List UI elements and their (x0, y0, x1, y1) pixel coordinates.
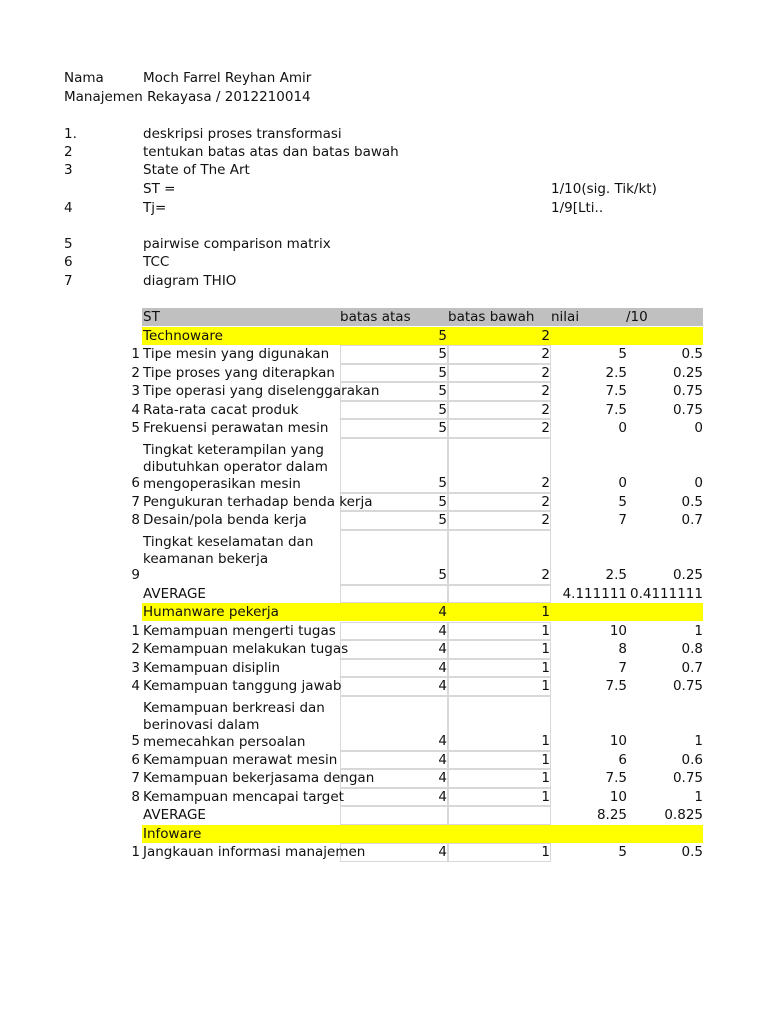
row-number: 5 (131, 733, 140, 749)
batas-atas-value: 4 (438, 788, 447, 805)
batas-bawah-value: 1 (541, 770, 550, 786)
task-number: 6 (64, 254, 73, 270)
column-header-st: ST (143, 309, 160, 325)
row-number: 3 (131, 383, 140, 399)
nilai-value: 7.5 (605, 770, 627, 786)
criterion-label: Kemampuan disiplin (143, 659, 281, 676)
row-number: 8 (131, 512, 140, 528)
task-number: 4 (64, 200, 73, 216)
average-label: AVERAGE (143, 585, 206, 602)
criterion-label: Jangkauan informasi manajemen (143, 844, 366, 860)
criterion-label: Kemampuan melakukan tugas (143, 641, 349, 657)
section-batas-atas: 5 (438, 327, 447, 344)
criterion-label: Tipe operasi yang diselenggarakan (143, 383, 380, 399)
per10-value: 1 (694, 788, 703, 805)
batas-atas-value: 4 (438, 751, 447, 768)
task-text: pairwise comparison matrix (143, 236, 331, 252)
task-formula: 1/9[Lti.. (551, 200, 604, 216)
per10-value: 0.75 (672, 770, 703, 786)
nilai-value: 2.5 (605, 567, 627, 583)
per10-value: 0 (694, 475, 703, 491)
criterion-label: Kemampuan tanggung jawab (143, 678, 342, 694)
nama-label: Nama (64, 70, 104, 86)
batas-bawah-value: 2 (541, 346, 550, 362)
criterion-label: Kemampuan merawat mesin (143, 751, 338, 768)
batas-bawah-value: 2 (541, 512, 550, 528)
average-nilai: 4.111111 (562, 585, 627, 602)
batas-bawah-value: 2 (541, 383, 550, 399)
batas-bawah-value: 2 (541, 401, 550, 418)
task-formula: 1/10(sig. Tik/kt) (551, 181, 657, 197)
per10-value: 0.25 (672, 364, 703, 381)
batas-bawah-value: 2 (541, 475, 550, 491)
program-id: Manajemen Rekayasa / 2012210014 (64, 89, 311, 105)
nilai-value: 5 (618, 493, 627, 510)
task-text: deskripsi proses transformasi (143, 126, 342, 142)
section-batas-atas: 4 (438, 604, 447, 620)
batas-atas-value: 5 (438, 383, 447, 399)
criterion-label: Desain/pola benda kerja (143, 512, 307, 528)
row-number: 7 (131, 493, 140, 510)
per10-value: 1 (694, 733, 703, 749)
batas-bawah-value: 2 (541, 420, 550, 436)
nilai-value: 7 (618, 512, 627, 528)
per10-value: 0.7 (681, 512, 703, 528)
row-number: 1 (131, 844, 140, 860)
criterion-label: Tingkat keselamatan dan keamanan bekerja (143, 533, 314, 567)
per10-value: 0.75 (672, 401, 703, 418)
criterion-label: Pengukuran terhadap benda kerja (143, 493, 373, 510)
criterion-label: Tipe mesin yang digunakan (143, 346, 330, 362)
grid-cell (340, 806, 448, 825)
batas-atas-value: 5 (438, 512, 447, 528)
row-number: 1 (131, 346, 140, 362)
task-text: ST = (143, 181, 176, 197)
row-number: 2 (131, 364, 140, 381)
task-number: 3 (64, 162, 73, 178)
batas-atas-value: 4 (438, 622, 447, 639)
per10-value: 0.7 (681, 659, 703, 676)
row-number: 4 (131, 401, 140, 418)
criterion-label: Kemampuan berkreasi dan berinovasi dalam memecahkan persoalan (143, 699, 325, 750)
average-nilai: 8.25 (596, 807, 627, 823)
nilai-value: 5 (618, 844, 627, 860)
nilai-value: 10 (609, 622, 627, 639)
per10-value: 0.5 (681, 844, 703, 860)
task-text: TCC (143, 254, 170, 270)
section-title: Technoware (143, 327, 223, 344)
batas-bawah-value: 1 (541, 622, 550, 639)
nilai-value: 7 (618, 659, 627, 676)
row-number: 6 (131, 751, 140, 768)
task-text: tentukan batas atas dan batas bawah (143, 144, 399, 160)
task-number: 5 (64, 236, 73, 252)
batas-bawah-value: 1 (541, 678, 550, 694)
column-header-batas-atas: batas atas (340, 309, 411, 325)
section-batas-bawah: 1 (541, 604, 550, 620)
section-title: Infoware (143, 825, 202, 842)
column-header-nilai: nilai (551, 309, 580, 325)
per10-value: 0.8 (681, 641, 703, 657)
batas-atas-value: 5 (438, 475, 447, 491)
per10-value: 0.6 (681, 751, 703, 768)
task-text: Tj= (143, 200, 167, 216)
per10-value: 0.75 (672, 383, 703, 399)
batas-atas-value: 4 (438, 733, 447, 749)
task-text: diagram THIO (143, 273, 237, 289)
nilai-value: 8 (618, 641, 627, 657)
per10-value: 1 (694, 622, 703, 639)
batas-bawah-value: 1 (541, 641, 550, 657)
grid-cell (340, 585, 448, 604)
batas-bawah-value: 2 (541, 493, 550, 510)
nama-value: Moch Farrel Reyhan Amir (143, 70, 312, 86)
average-label: AVERAGE (143, 807, 206, 823)
batas-bawah-value: 2 (541, 567, 550, 583)
nilai-value: 2.5 (605, 364, 627, 381)
nilai-value: 7.5 (605, 678, 627, 694)
grid-cell (448, 806, 551, 825)
row-number: 1 (131, 622, 140, 639)
nilai-value: 0 (618, 475, 627, 491)
batas-bawah-value: 1 (541, 751, 550, 768)
row-number: 5 (131, 420, 140, 436)
per10-value: 0.5 (681, 346, 703, 362)
nilai-value: 6 (618, 751, 627, 768)
row-number: 4 (131, 678, 140, 694)
batas-atas-value: 5 (438, 364, 447, 381)
batas-bawah-value: 1 (541, 733, 550, 749)
row-number: 9 (131, 567, 140, 583)
batas-bawah-value: 1 (541, 788, 550, 805)
column-header-per10: /10 (626, 309, 648, 325)
batas-atas-value: 4 (438, 641, 447, 657)
batas-bawah-value: 2 (541, 364, 550, 381)
criterion-label: Rata-rata cacat produk (143, 401, 299, 418)
batas-atas-value: 5 (438, 567, 447, 583)
criterion-label: Kemampuan mengerti tugas (143, 622, 336, 639)
criterion-label: Kemampuan bekerjasama dengan (143, 770, 375, 786)
per10-value: 0.5 (681, 493, 703, 510)
batas-atas-value: 4 (438, 659, 447, 676)
nilai-value: 7.5 (605, 401, 627, 418)
batas-atas-value: 4 (438, 844, 447, 860)
task-number: 2 (64, 144, 73, 160)
grid-cell (448, 585, 551, 604)
task-text: State of The Art (143, 162, 250, 178)
batas-bawah-value: 1 (541, 844, 550, 860)
batas-atas-value: 5 (438, 493, 447, 510)
criterion-label: Frekuensi perawatan mesin (143, 420, 329, 436)
criterion-label: Tingkat keterampilan yang dibutuhkan operator dalam mengoperasikan mesin (143, 441, 328, 492)
row-number: 8 (131, 788, 140, 805)
average-per10: 0.4111111 (629, 585, 703, 602)
batas-atas-value: 5 (438, 346, 447, 362)
row-number: 6 (131, 475, 140, 491)
batas-atas-value: 4 (438, 770, 447, 786)
per10-value: 0.25 (672, 567, 703, 583)
batas-atas-value: 5 (438, 420, 447, 436)
task-number: 7 (64, 273, 73, 289)
row-number: 7 (131, 770, 140, 786)
nilai-value: 7.5 (605, 383, 627, 399)
row-number: 2 (131, 641, 140, 657)
nilai-value: 5 (618, 346, 627, 362)
section-title: Humanware pekerja (143, 604, 279, 620)
criterion-label: Kemampuan mencapai target (143, 788, 344, 805)
column-header-batas-bawah: batas bawah (448, 309, 535, 325)
batas-bawah-value: 1 (541, 659, 550, 676)
nilai-value: 10 (609, 733, 627, 749)
per10-value: 0.75 (672, 678, 703, 694)
nilai-value: 10 (609, 788, 627, 805)
average-per10: 0.825 (664, 807, 703, 823)
task-number: 1. (64, 126, 77, 142)
row-number: 3 (131, 659, 140, 676)
batas-atas-value: 5 (438, 401, 447, 418)
batas-atas-value: 4 (438, 678, 447, 694)
per10-value: 0 (694, 420, 703, 436)
section-batas-bawah: 2 (541, 327, 550, 344)
nilai-value: 0 (618, 420, 627, 436)
criterion-label: Tipe proses yang diterapkan (143, 364, 335, 381)
